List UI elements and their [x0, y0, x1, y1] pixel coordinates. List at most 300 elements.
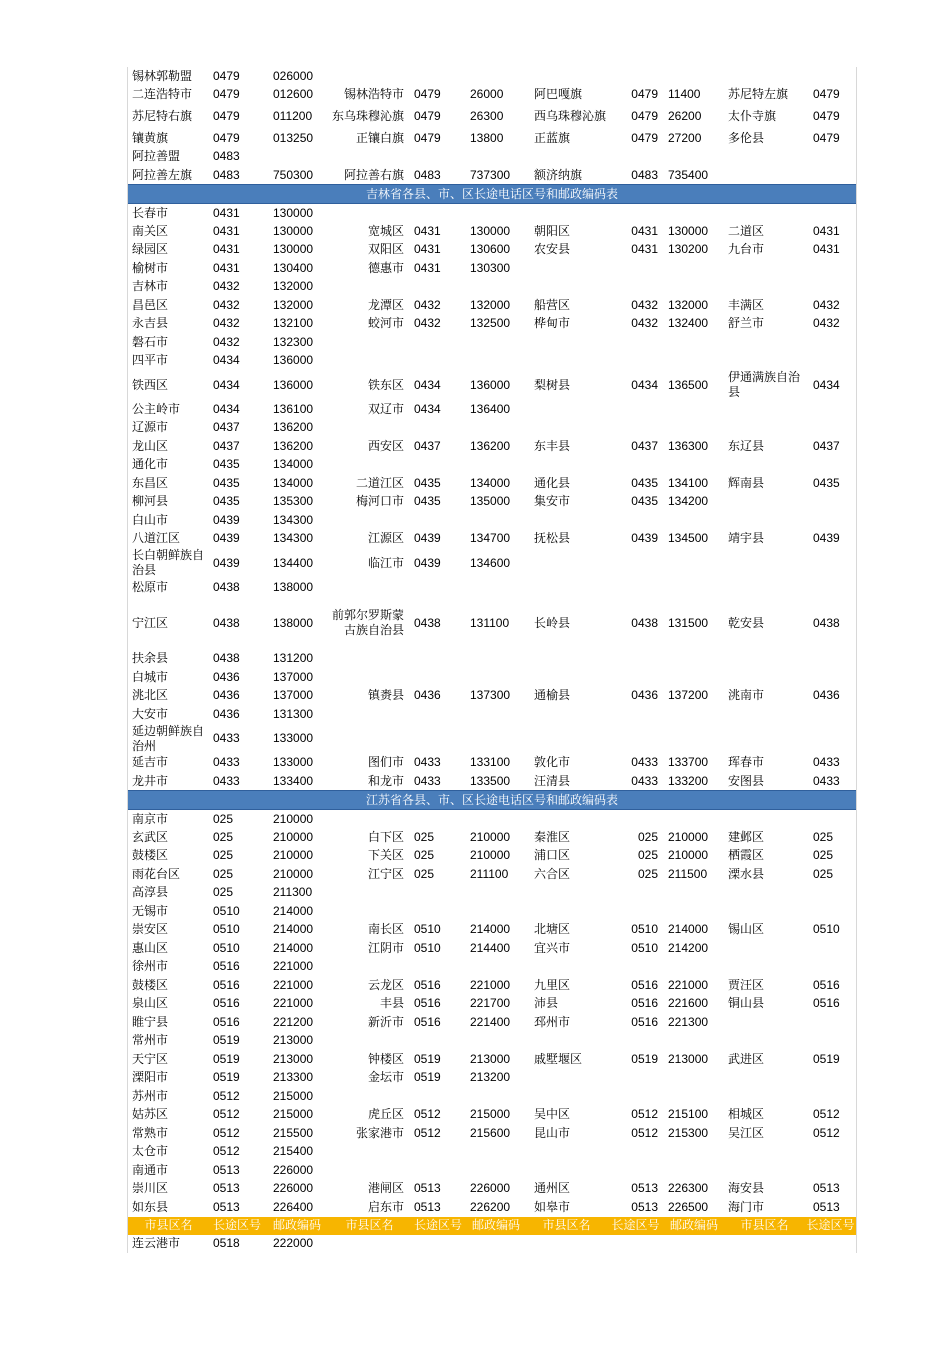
- postal-code-cell: [664, 1069, 724, 1088]
- postal-code-cell: 134600: [470, 555, 511, 570]
- postal-code-cell: 210000: [668, 848, 709, 863]
- place-name-cell: [526, 1087, 607, 1106]
- postal-code-cell: 013250: [273, 130, 314, 145]
- postal-code-cell: 215500: [273, 1125, 314, 1140]
- place-name-cell: [724, 148, 805, 167]
- place-name-cell: 二连浩特市: [132, 87, 193, 102]
- postal-code-cell: 213000: [273, 1051, 314, 1066]
- postal-code-cell: [664, 1032, 724, 1051]
- postal-code-cell: [664, 259, 724, 278]
- area-code-cell: 0431: [414, 260, 441, 275]
- postal-code-cell: 27200: [668, 130, 702, 145]
- place-name-cell: 集安市: [534, 494, 571, 509]
- place-name-cell: 南通市: [132, 1162, 169, 1177]
- area-code-cell: 0479: [213, 87, 240, 102]
- place-name-cell: 徐州市: [132, 959, 169, 974]
- place-name-cell: [526, 578, 607, 597]
- postal-code-cell: [466, 456, 526, 475]
- postal-code-cell: 131500: [668, 615, 709, 630]
- place-name-cell: 松原市: [132, 579, 169, 594]
- postal-code-cell: 133700: [668, 755, 709, 770]
- area-code-cell: 0483: [213, 167, 240, 182]
- table-row: [128, 86, 856, 105]
- postal-code-cell: 215000: [470, 1107, 511, 1122]
- place-name-cell: 太仆寺旗: [728, 109, 777, 123]
- place-name-cell: 如皋市: [534, 1199, 571, 1214]
- table-row: [128, 828, 856, 847]
- place-name-cell: 南关区: [132, 223, 169, 238]
- area-code-cell: [410, 1087, 466, 1106]
- postal-code-cell: [664, 884, 724, 903]
- area-code-cell: 0432: [631, 297, 658, 312]
- area-code-cell: 0431: [414, 242, 441, 257]
- place-name-cell: 双阳区: [367, 242, 404, 257]
- postal-code-cell: 210000: [273, 829, 314, 844]
- postal-code-cell: 137000: [273, 688, 314, 703]
- area-code-cell: 0439: [631, 531, 658, 546]
- area-code-cell: [805, 1235, 856, 1254]
- place-name-cell: 金坛市: [367, 1070, 404, 1085]
- area-code-cell: [607, 958, 664, 977]
- place-name-cell: 梨树县: [534, 377, 571, 392]
- area-code-cell: [805, 1013, 856, 1032]
- place-name-cell: [329, 204, 410, 223]
- place-name-cell: 常熟市: [132, 1125, 169, 1140]
- place-name-cell: 锡林浩特市: [343, 87, 404, 102]
- table-row: [128, 902, 856, 921]
- area-code-cell: 0513: [813, 1181, 840, 1196]
- postal-code-cell: 134000: [470, 475, 511, 490]
- postal-code-cell: 134500: [668, 531, 709, 546]
- postal-code-sheet: [127, 67, 857, 1253]
- place-name-cell: [526, 1161, 607, 1180]
- postal-code-cell: 213000: [668, 1051, 709, 1066]
- postal-code-cell: 221000: [668, 977, 709, 992]
- place-name-cell: 阿巴嘎旗: [534, 87, 583, 102]
- area-code-cell: [805, 939, 856, 958]
- area-code-cell: 0483: [414, 167, 441, 182]
- postal-code-cell: 221200: [273, 1014, 314, 1029]
- place-name-cell: 通化县: [534, 475, 571, 490]
- area-code-cell: 0519: [213, 1051, 240, 1066]
- table-row: [128, 847, 856, 866]
- postal-code-cell: 131200: [273, 651, 314, 666]
- area-code-cell: 0513: [631, 1181, 658, 1196]
- place-name-cell: [724, 1069, 805, 1088]
- table-row: [128, 1069, 856, 1088]
- postal-code-cell: [466, 705, 526, 724]
- place-name-cell: [526, 810, 607, 829]
- area-code-cell: 0431: [631, 242, 658, 257]
- postal-code-cell: 11400: [668, 87, 701, 102]
- place-name-cell: [724, 1161, 805, 1180]
- place-name-cell: 张家港市: [355, 1125, 404, 1140]
- place-name-cell: 雨花台区: [132, 866, 181, 881]
- area-code-cell: [805, 456, 856, 475]
- place-name-cell: [724, 400, 805, 419]
- area-code-cell: [607, 419, 664, 438]
- area-code-cell: 0513: [414, 1181, 441, 1196]
- area-code-cell: [410, 204, 466, 223]
- place-name-cell: [526, 456, 607, 475]
- table-row: [128, 437, 856, 456]
- area-code-cell: 0510: [414, 922, 441, 937]
- postal-code-cell: 026000: [273, 68, 314, 83]
- postal-code-cell: 130000: [668, 223, 709, 238]
- place-name-cell: 昌邑区: [132, 297, 169, 312]
- postal-code-cell: 213200: [470, 1070, 511, 1085]
- area-code-cell: [805, 148, 856, 167]
- area-code-cell: 0516: [813, 996, 840, 1011]
- area-code-cell: 0434: [414, 401, 441, 416]
- area-code-cell: 0516: [213, 959, 240, 974]
- postal-code-cell: 138000: [273, 615, 314, 630]
- postal-code-cell: 132000: [470, 297, 511, 312]
- postal-code-cell: 138000: [273, 579, 314, 594]
- table-row: [128, 278, 856, 297]
- area-code-cell: 0516: [414, 977, 441, 992]
- area-code-cell: 0513: [813, 1199, 840, 1214]
- postal-code-cell: [466, 650, 526, 669]
- area-code-cell: 0438: [213, 651, 240, 666]
- area-code-cell: 0439: [414, 531, 441, 546]
- area-code-cell: 0433: [813, 773, 840, 788]
- area-code-cell: 025: [213, 811, 234, 826]
- area-code-cell: 0433: [414, 773, 441, 788]
- table-row: [128, 884, 856, 903]
- area-code-cell: [410, 705, 466, 724]
- place-name-cell: [526, 511, 607, 530]
- postal-code-cell: [466, 148, 526, 167]
- postal-code-cell: 215300: [668, 1125, 709, 1140]
- area-code-cell: [410, 902, 466, 921]
- area-code-cell: [607, 511, 664, 530]
- area-code-cell: 0516: [414, 1014, 441, 1029]
- table-row: [128, 493, 856, 512]
- place-name-cell: 贾汪区: [728, 977, 765, 992]
- postal-code-cell: 221000: [470, 977, 511, 992]
- area-code-cell: 0513: [213, 1199, 240, 1214]
- table-row: [128, 921, 856, 940]
- place-name-cell: 农安县: [534, 242, 571, 257]
- area-code-cell: [805, 1143, 856, 1162]
- postal-code-cell: 214000: [273, 940, 314, 955]
- area-code-cell: 0519: [213, 1070, 240, 1085]
- place-name-cell: 丰县: [379, 996, 404, 1011]
- place-name-cell: 新沂市: [367, 1014, 404, 1029]
- postal-code-cell: 130000: [273, 205, 314, 220]
- postal-code-cell: [664, 419, 724, 438]
- postal-code-cell: [466, 419, 526, 438]
- postal-code-cell: [466, 1087, 526, 1106]
- area-code-cell: 0435: [213, 457, 240, 472]
- area-code-cell: 0433: [631, 773, 658, 788]
- column-header: 长途区号: [607, 1217, 664, 1235]
- area-code-cell: [607, 884, 664, 903]
- area-code-cell: [805, 668, 856, 687]
- area-code-cell: [410, 650, 466, 669]
- postal-code-cell: 211300: [273, 885, 313, 900]
- place-name-cell: 和龙市: [367, 773, 404, 788]
- place-name-cell: [724, 548, 805, 578]
- area-code-cell: 0434: [213, 377, 240, 392]
- area-code-cell: 0479: [213, 109, 240, 123]
- area-code-cell: 0512: [414, 1125, 441, 1140]
- place-name-cell: [329, 884, 410, 903]
- place-name-cell: [526, 1069, 607, 1088]
- postal-code-cell: 226000: [273, 1162, 314, 1177]
- area-code-cell: 0432: [813, 297, 840, 312]
- area-code-cell: 0518: [213, 1236, 240, 1251]
- place-name-cell: 延吉市: [132, 755, 169, 770]
- area-code-cell: [805, 352, 856, 371]
- table-row: [128, 1106, 856, 1125]
- place-name-cell: [526, 259, 607, 278]
- area-code-cell: 0432: [213, 297, 240, 312]
- area-code-cell: 0439: [213, 512, 240, 527]
- area-code-cell: 0510: [631, 922, 658, 937]
- area-code-cell: 0483: [631, 167, 658, 182]
- area-code-cell: 0436: [213, 706, 240, 721]
- place-name-cell: [329, 1032, 410, 1051]
- postal-code-cell: 133500: [470, 773, 511, 788]
- area-code-cell: [805, 259, 856, 278]
- place-name-cell: 泉山区: [132, 996, 169, 1011]
- area-code-cell: 0431: [813, 242, 840, 257]
- area-code-cell: 0431: [213, 205, 240, 220]
- table-row: [128, 1032, 856, 1051]
- area-code-cell: 0479: [414, 130, 441, 145]
- area-code-cell: 0479: [414, 109, 441, 123]
- table-row: [128, 259, 856, 278]
- place-name-cell: 昆山市: [534, 1125, 571, 1140]
- section-title: 吉林省各县、市、区长途电话区号和邮政编码表: [128, 185, 856, 204]
- place-name-cell: [329, 1087, 410, 1106]
- postal-code-cell: [664, 511, 724, 530]
- place-name-cell: 公主岭市: [132, 401, 181, 416]
- place-name-cell: 苏尼特左旗: [728, 87, 789, 102]
- postal-code-cell: 221700: [470, 996, 511, 1011]
- area-code-cell: [805, 493, 856, 512]
- section-title-row: [128, 185, 856, 204]
- place-name-cell: [329, 668, 410, 687]
- place-name-cell: [724, 884, 805, 903]
- column-header-row: [128, 1217, 856, 1235]
- place-name-cell: 北塘区: [534, 922, 571, 937]
- place-name-cell: 八道江区: [132, 531, 181, 546]
- postal-code-cell: 011200: [273, 109, 313, 123]
- area-code-cell: 0516: [631, 977, 658, 992]
- column-header: 市县区名: [526, 1217, 607, 1235]
- place-name-cell: 锡山区: [728, 922, 765, 937]
- place-name-cell: 玄武区: [132, 829, 169, 844]
- area-code-cell: [410, 278, 466, 297]
- place-name-cell: 海安县: [728, 1181, 765, 1196]
- place-name-cell: 大安市: [132, 706, 169, 721]
- table-row: [128, 687, 856, 706]
- postal-code-cell: 222000: [273, 1236, 314, 1251]
- postal-code-cell: 133000: [273, 731, 314, 745]
- area-code-cell: [805, 548, 856, 578]
- place-name-cell: 二道区: [728, 223, 765, 238]
- area-code-cell: [410, 67, 466, 86]
- postal-code-cell: 130000: [273, 242, 314, 257]
- place-name-cell: [724, 493, 805, 512]
- postal-code-cell: 136200: [470, 438, 511, 453]
- area-code-cell: 0435: [631, 494, 658, 509]
- area-code-cell: [805, 958, 856, 977]
- postal-code-cell: [664, 67, 724, 86]
- postal-code-cell: [664, 148, 724, 167]
- postal-code-cell: [466, 810, 526, 829]
- place-name-cell: 额济纳旗: [534, 167, 583, 182]
- postal-code-cell: [466, 333, 526, 352]
- place-name-cell: 吴中区: [534, 1107, 571, 1122]
- place-name-cell: [724, 958, 805, 977]
- postal-code-cell: 135000: [470, 494, 511, 509]
- table-row: [128, 333, 856, 352]
- area-code-cell: 0479: [813, 130, 840, 145]
- area-code-cell: 0513: [213, 1181, 240, 1196]
- place-name-cell: 江宁区: [367, 866, 404, 881]
- area-code-cell: 0479: [213, 68, 240, 83]
- place-name-cell: 阿拉善右旗: [343, 167, 404, 182]
- postal-code-cell: [664, 705, 724, 724]
- place-name-cell: 高淳县: [132, 885, 169, 900]
- table-row: [128, 67, 856, 86]
- table-row: [128, 1013, 856, 1032]
- place-name-cell: 崇川区: [132, 1181, 169, 1196]
- postal-code-cell: 131300: [273, 706, 314, 721]
- table-row: [128, 419, 856, 438]
- place-name-cell: 铜山县: [728, 996, 765, 1011]
- area-code-cell: 0510: [631, 940, 658, 955]
- area-code-cell: 0519: [213, 1033, 240, 1048]
- area-code-cell: [805, 650, 856, 669]
- table-row: [128, 104, 856, 129]
- postal-code-cell: 215000: [273, 1107, 314, 1122]
- area-code-cell: 025: [637, 848, 658, 863]
- place-name-cell: [526, 958, 607, 977]
- area-code-cell: [607, 278, 664, 297]
- place-name-cell: 钟楼区: [367, 1051, 404, 1066]
- postal-code-cell: 221000: [273, 977, 314, 992]
- postal-code-cell: 132000: [273, 297, 314, 312]
- place-name-cell: 西乌珠穆沁旗: [534, 109, 607, 123]
- place-name-cell: 安图县: [728, 773, 765, 788]
- place-name-cell: 如东县: [132, 1199, 169, 1214]
- place-name-cell: 丰满区: [728, 297, 765, 312]
- table-row: [128, 597, 856, 650]
- area-code-cell: [607, 333, 664, 352]
- place-name-cell: 阿拉善左旗: [132, 167, 193, 182]
- postal-code-cell: 26200: [668, 109, 702, 123]
- table-row: [128, 1124, 856, 1143]
- place-name-cell: 舒兰市: [728, 316, 765, 331]
- place-name-cell: 苏州市: [132, 1088, 169, 1103]
- area-code-cell: [410, 1032, 466, 1051]
- place-name-cell: 桦甸市: [534, 316, 571, 331]
- postal-code-cell: 134000: [273, 457, 314, 472]
- postal-code-cell: [466, 1143, 526, 1162]
- area-code-cell: 0479: [213, 130, 240, 145]
- column-header: 市县区名: [724, 1217, 805, 1235]
- area-code-cell: 0433: [213, 755, 240, 770]
- area-code-cell: 0433: [213, 773, 240, 788]
- area-code-cell: [410, 511, 466, 530]
- place-name-cell: [724, 166, 805, 185]
- place-name-cell: 通州区: [534, 1181, 571, 1196]
- place-name-cell: 龙井市: [132, 773, 169, 788]
- postal-code-cell: 226000: [273, 1181, 314, 1196]
- postal-code-cell: 211500: [668, 866, 708, 881]
- postal-code-cell: 133200: [668, 773, 709, 788]
- area-code-cell: 0512: [813, 1125, 840, 1140]
- table-row: [128, 129, 856, 148]
- table-row: [128, 995, 856, 1014]
- area-code-cell: [410, 1161, 466, 1180]
- place-name-cell: 六合区: [534, 866, 571, 881]
- postal-code-cell: [664, 1235, 724, 1254]
- area-code-cell: 0432: [213, 316, 240, 331]
- place-name-cell: 江源区: [367, 531, 404, 546]
- place-name-cell: 德惠市: [367, 260, 404, 275]
- area-code-cell: 0516: [813, 977, 840, 992]
- place-name-cell: [526, 650, 607, 669]
- table-row: [128, 548, 856, 578]
- area-code-cell: 0516: [414, 996, 441, 1011]
- postal-code-cell: 226000: [470, 1181, 511, 1196]
- area-code-cell: 0512: [213, 1107, 240, 1122]
- postal-code-cell: 133000: [273, 755, 314, 770]
- place-name-cell: 姑苏区: [132, 1107, 169, 1122]
- area-code-cell: [805, 204, 856, 223]
- postal-code-cell: 135300: [273, 494, 314, 509]
- area-code-cell: [410, 668, 466, 687]
- area-code-cell: 0438: [414, 615, 441, 630]
- place-name-cell: 长春市: [132, 205, 169, 220]
- area-code-cell: [805, 400, 856, 419]
- place-name-cell: 白山市: [132, 512, 169, 527]
- area-code-cell: [805, 884, 856, 903]
- area-code-cell: 0436: [813, 688, 840, 703]
- place-name-cell: 海门市: [728, 1199, 765, 1214]
- postal-code-cell: 133100: [470, 755, 511, 770]
- place-name-cell: 镇赉县: [367, 688, 404, 703]
- postal-code-cell: 137000: [273, 669, 314, 684]
- place-name-cell: 柳河县: [132, 494, 169, 509]
- area-code-cell: 025: [813, 866, 834, 881]
- area-code-cell: [805, 705, 856, 724]
- area-code-cell: 0516: [213, 1014, 240, 1029]
- place-name-cell: 临江市: [367, 555, 404, 570]
- postal-code-cell: [664, 650, 724, 669]
- postal-code-cell: 133400: [273, 773, 314, 788]
- area-code-cell: [805, 511, 856, 530]
- place-name-cell: 相城区: [728, 1107, 765, 1122]
- area-code-cell: 0431: [213, 223, 240, 238]
- area-code-cell: 0431: [213, 242, 240, 257]
- place-name-cell: [724, 259, 805, 278]
- area-code-cell: 0479: [631, 109, 658, 123]
- postal-code-cell: 134100: [668, 475, 709, 490]
- place-name-cell: 四平市: [132, 353, 169, 368]
- area-code-cell: 0513: [414, 1199, 441, 1214]
- place-name-cell: 前郭尔罗斯蒙古族自治县: [331, 608, 404, 637]
- postal-code-cell: 221600: [668, 996, 709, 1011]
- place-name-cell: 辉南县: [728, 475, 765, 490]
- area-code-cell: [607, 148, 664, 167]
